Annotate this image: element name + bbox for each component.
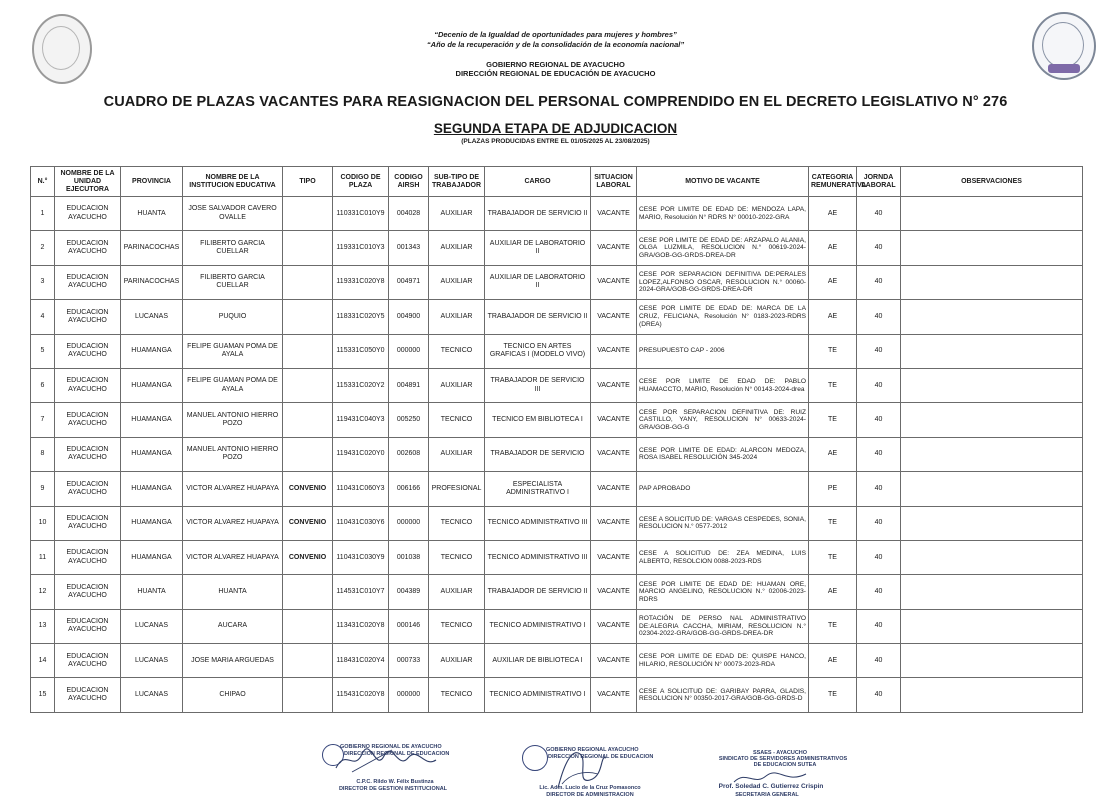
cell-tipo: CONVENIO [283, 540, 333, 574]
date-range-note: (PLAZAS PRODUCIDAS ENTRE EL 01/05/2025 AL 23/08/2025) [461, 138, 650, 145]
header-numero: N.° [31, 167, 55, 197]
cell-observaciones [901, 403, 1083, 437]
header-motivo-vacante: MOTIVO DE VACANTE [637, 167, 809, 197]
sig3-stamp-line-1: SSAES - AYACUCHO [752, 750, 808, 756]
cell-provincia: LUCANAS [121, 300, 183, 334]
cell-sub-tipo: AUXILIAR [429, 265, 485, 299]
table-row [31, 678, 1083, 712]
cell-institucion-educativa: VICTOR ALVAREZ HUAPAYA [183, 540, 283, 574]
table-row [31, 300, 1083, 334]
cell-unidad-ejecutora: EDUCACION AYACUCHO [55, 540, 121, 574]
cell-provincia: HUAMANGA [121, 540, 183, 574]
header-codigo-plaza: CODIGO DE PLAZA [333, 167, 389, 197]
cell-codigo-plaza: 110431C030Y6 [333, 506, 389, 540]
cell-sub-tipo: AUXILIAR [429, 368, 485, 402]
cell-cargo: TECNICO ADMINISTRATIVO III [485, 540, 591, 574]
cell-sub-tipo: TECNICO [429, 678, 485, 712]
cell-motivo-vacante: CESE POR LIMITE DE EDAD DE: PABLO HUAMACCTO, MARIO, Resolución N° 00143-2024-drea [637, 368, 809, 402]
cell-numero: 6 [31, 368, 55, 402]
sig3-stamp-line-2: SINDICATO DE SERVIDORES ADMINISTRATIVOS [718, 756, 848, 762]
cell-codigo-plaza: 118331C020Y5 [333, 300, 389, 334]
cell-codigo-airsh: 004900 [389, 300, 429, 334]
table-row [31, 609, 1083, 643]
cell-tipo [283, 265, 333, 299]
stamp-circle-2 [522, 745, 548, 771]
table-row [31, 265, 1083, 299]
cell-categoria: AE [809, 437, 857, 471]
cell-codigo-plaza: 115331C050Y0 [333, 334, 389, 368]
cell-numero: 10 [31, 506, 55, 540]
cell-codigo-plaza: 118431C020Y4 [333, 644, 389, 678]
cell-sub-tipo: TECNICO [429, 540, 485, 574]
sig1-role: DIRECTOR DE GESTION INSTITUCIONAL [338, 786, 448, 792]
cell-tipo [283, 334, 333, 368]
cell-cargo: TRABAJADOR DE SERVICIO II [485, 300, 591, 334]
header-unidad-ejecutora: NOMBRE DE LA UNIDAD EJECUTORA [55, 167, 121, 197]
cell-jornada: 40 [857, 403, 901, 437]
cell-situacion-laboral: VACANTE [591, 334, 637, 368]
cell-tipo [283, 300, 333, 334]
slogan-line-2: “Año de la recuperación y de la consolidación de la economía nacional” [426, 40, 685, 49]
cell-codigo-plaza: 115431C020Y8 [333, 678, 389, 712]
cell-jornada: 40 [857, 609, 901, 643]
cell-codigo-airsh: 005250 [389, 403, 429, 437]
cell-provincia: HUANTA [121, 197, 183, 231]
cell-codigo-airsh: 000000 [389, 678, 429, 712]
cell-observaciones [901, 437, 1083, 471]
cell-numero: 15 [31, 678, 55, 712]
cell-tipo [283, 437, 333, 471]
cell-motivo-vacante: ROTACIÓN DE PERSO NAL ADMINISTRATIVO DE:ALEGRIA CACCHA, MIRIAM, RESOLUCION N.° 02304-2022-GRA/GOB-GG-GRDS-DREA-DR [637, 609, 809, 643]
cell-institucion-educativa: MANUEL ANTONIO HIERRO POZO [183, 437, 283, 471]
cell-unidad-ejecutora: EDUCACION AYACUCHO [55, 575, 121, 609]
cell-codigo-airsh: 000733 [389, 644, 429, 678]
cell-observaciones [901, 231, 1083, 265]
cell-observaciones [901, 368, 1083, 402]
cell-codigo-airsh: 000000 [389, 506, 429, 540]
cell-sub-tipo: TECNICO [429, 506, 485, 540]
cell-cargo: AUXILIAR DE BIBLIOTECA I [485, 644, 591, 678]
cell-jornada: 40 [857, 644, 901, 678]
sig1-name: C.P.C. Rildo W. Félix Bustinza [356, 779, 434, 785]
header-sub-tipo: SUB-TIPO DE TRABAJADOR [429, 167, 485, 197]
document-title: CUADRO DE PLAZAS VACANTES PARA REASIGNACION DEL PERSONAL COMPRENDIDO EN EL DECRETO LEGISLATIVO N° 276 [103, 94, 1008, 110]
cell-tipo: CONVENIO [283, 472, 333, 506]
header-tipo: TIPO [283, 167, 333, 197]
cell-codigo-plaza: 119431C020Y0 [333, 437, 389, 471]
table-row [31, 334, 1083, 368]
cell-jornada: 40 [857, 265, 901, 299]
slogan-line-1: “Decenio de la Igualdad de oportunidades para mujeres y hombres” [434, 30, 677, 39]
cell-cargo: TECNICO EM BIBLIOTECA I [485, 403, 591, 437]
cell-categoria: AE [809, 300, 857, 334]
cell-provincia: HUANTA [121, 575, 183, 609]
cell-categoria: TE [809, 540, 857, 574]
cell-provincia: LUCANAS [121, 678, 183, 712]
cell-sub-tipo: AUXILIAR [429, 300, 485, 334]
sig2-stamp-line-1: GOBIERNO REGIONAL AYACUCHO [546, 747, 639, 753]
cell-observaciones [901, 334, 1083, 368]
cell-sub-tipo: AUXILIAR [429, 644, 485, 678]
cell-observaciones [901, 300, 1083, 334]
cell-tipo: CONVENIO [283, 506, 333, 540]
table-row [31, 403, 1083, 437]
cell-cargo: AUXILIAR DE LABORATORIO II [485, 231, 591, 265]
cell-categoria: TE [809, 368, 857, 402]
sig2-role: DIRECTOR DE ADMINISTRACION [546, 792, 634, 798]
document-subtitle: SEGUNDA ETAPA DE ADJUDICACION [433, 121, 678, 136]
cell-provincia: HUAMANGA [121, 472, 183, 506]
cell-jornada: 40 [857, 472, 901, 506]
cell-sub-tipo: AUXILIAR [429, 231, 485, 265]
cell-categoria: AE [809, 644, 857, 678]
cell-provincia: HUAMANGA [121, 368, 183, 402]
cell-motivo-vacante: CESE A SOLICITUD DE: VARGAS CESPEDES, SONIA, RESOLUCION N.° 0577-2012 [637, 506, 809, 540]
cell-codigo-plaza: 119431C040Y3 [333, 403, 389, 437]
cell-codigo-airsh: 004891 [389, 368, 429, 402]
cell-institucion-educativa: FILIBERTO GARCIA CUELLAR [183, 231, 283, 265]
gobierno-regional-label: GOBIERNO REGIONAL DE AYACUCHO [486, 60, 625, 69]
cell-situacion-laboral: VACANTE [591, 506, 637, 540]
cell-cargo: TRABAJADOR DE SERVICIO II [485, 197, 591, 231]
cell-tipo [283, 609, 333, 643]
cell-cargo: TRABAJADOR DE SERVICIO III [485, 368, 591, 402]
cell-provincia: HUAMANGA [121, 403, 183, 437]
cell-unidad-ejecutora: EDUCACION AYACUCHO [55, 437, 121, 471]
cell-situacion-laboral: VACANTE [591, 403, 637, 437]
cell-numero: 9 [31, 472, 55, 506]
cell-numero: 8 [31, 437, 55, 471]
cell-motivo-vacante: CESE POR LIMITE DE EDAD DE: ARZAPALO ALANIA, OLGA LUZMILA, RESOLUCION N.° 00619-2024-GRA/GOB-GG-GRDS-DREA-DR [637, 231, 809, 265]
cell-sub-tipo: TECNICO [429, 609, 485, 643]
cell-motivo-vacante: CESE POR SEPARACION DEFINITIVA DE:PERALES LOPEZ,ALFONSO OSCAR, RESOLUCION N.° 00060-2024-GRA/GOB-GG-GRDS-DREA-DR [637, 265, 809, 299]
cell-numero: 1 [31, 197, 55, 231]
cell-codigo-plaza: 115331C020Y2 [333, 368, 389, 402]
cell-unidad-ejecutora: EDUCACION AYACUCHO [55, 368, 121, 402]
cell-motivo-vacante: CESE POR LIMITE DE EDAD DE: HUAMAN ORE, MARCIO ANGELINO, RESOLUCION N.° 02006-2023-RDRS [637, 575, 809, 609]
sig2-name: Lic. Adm. Lucio de la Cruz Pomasonco [539, 785, 641, 791]
header-situacion-laboral: SITUACION LABORAL [591, 167, 637, 197]
cell-tipo [283, 644, 333, 678]
cell-situacion-laboral: VACANTE [591, 609, 637, 643]
cell-provincia: HUAMANGA [121, 437, 183, 471]
cell-observaciones [901, 609, 1083, 643]
cell-tipo [283, 231, 333, 265]
cell-unidad-ejecutora: EDUCACION AYACUCHO [55, 334, 121, 368]
cell-codigo-plaza: 113431C020Y8 [333, 609, 389, 643]
cell-observaciones [901, 197, 1083, 231]
cell-observaciones [901, 644, 1083, 678]
cell-cargo: TECNICO ADMINISTRATIVO I [485, 609, 591, 643]
cell-categoria: AE [809, 575, 857, 609]
cell-motivo-vacante: CESE POR LIMITE DE EDAD: ALARCON MEDOZA, ROSA ISABEL RESOLUCIÓN 345-2024 [637, 437, 809, 471]
cell-provincia: LUCANAS [121, 609, 183, 643]
cell-provincia: LUCANAS [121, 644, 183, 678]
cell-institucion-educativa: FILIBERTO GARCIA CUELLAR [183, 265, 283, 299]
cell-institucion-educativa: CHIPAO [183, 678, 283, 712]
cell-motivo-vacante: PAP APROBADO [637, 472, 809, 506]
table-row [31, 644, 1083, 678]
cell-unidad-ejecutora: EDUCACION AYACUCHO [55, 506, 121, 540]
cell-unidad-ejecutora: EDUCACION AYACUCHO [55, 472, 121, 506]
cell-cargo: TRABAJADOR DE SERVICIO II [485, 575, 591, 609]
cell-sub-tipo: AUXILIAR [429, 575, 485, 609]
cell-cargo: TECNICO ADMINISTRATIVO III [485, 506, 591, 540]
cell-tipo [283, 575, 333, 609]
cell-numero: 2 [31, 231, 55, 265]
cell-numero: 11 [31, 540, 55, 574]
cell-jornada: 40 [857, 197, 901, 231]
cell-numero: 12 [31, 575, 55, 609]
cell-jornada: 40 [857, 300, 901, 334]
cell-situacion-laboral: VACANTE [591, 678, 637, 712]
cell-cargo: TECNICO EN ARTES GRAFICAS I (MODELO VIVO) [485, 334, 591, 368]
cell-categoria: AE [809, 231, 857, 265]
cell-unidad-ejecutora: EDUCACION AYACUCHO [55, 197, 121, 231]
cell-motivo-vacante: CESE POR LIMITE DE EDAD DE: MENDOZA LAPA, MARIO, Resolución N° RDRS N° 00010-2022-GRA [637, 197, 809, 231]
cell-institucion-educativa: FELIPE GUAMAN POMA DE AYALA [183, 334, 283, 368]
cell-tipo [283, 368, 333, 402]
cell-situacion-laboral: VACANTE [591, 472, 637, 506]
cell-categoria: PE [809, 472, 857, 506]
cell-codigo-airsh: 000146 [389, 609, 429, 643]
sig3-stamp-line-3: DE EDUCACION SUTEA [753, 762, 817, 768]
cell-categoria: AE [809, 265, 857, 299]
table-row [31, 231, 1083, 265]
cell-motivo-vacante: PRESUPUESTO CAP - 2006 [637, 334, 809, 368]
cell-categoria: TE [809, 403, 857, 437]
cell-codigo-airsh: 004389 [389, 575, 429, 609]
sig3-name: Prof. Soledad C. Gutierrez Crispin [718, 783, 824, 790]
cell-codigo-plaza: 114531C010Y7 [333, 575, 389, 609]
cell-unidad-ejecutora: EDUCACION AYACUCHO [55, 231, 121, 265]
cell-provincia: HUAMANGA [121, 506, 183, 540]
table-row [31, 472, 1083, 506]
table-row [31, 575, 1083, 609]
cell-provincia: HUAMANGA [121, 334, 183, 368]
cell-institucion-educativa: VICTOR ALVAREZ HUAPAYA [183, 472, 283, 506]
cell-jornada: 40 [857, 540, 901, 574]
cell-numero: 5 [31, 334, 55, 368]
cell-codigo-airsh: 002608 [389, 437, 429, 471]
cell-tipo [283, 197, 333, 231]
sig3-role: SECRETARIA GENERAL [735, 792, 799, 798]
cell-sub-tipo: AUXILIAR [429, 437, 485, 471]
header-provincia: PROVINCIA [121, 167, 183, 197]
cell-motivo-vacante: CESE POR SEPARACION DEFINITIVA DE: RUIZ CASTILLO, YANY, RESOLUCION N° 00633-2024-GRA/GOB-GG-G [637, 403, 809, 437]
cell-unidad-ejecutora: EDUCACION AYACUCHO [55, 644, 121, 678]
cell-codigo-plaza: 119331C010Y3 [333, 231, 389, 265]
cell-unidad-ejecutora: EDUCACION AYACUCHO [55, 609, 121, 643]
cell-cargo: ESPECIALISTA ADMINISTRATIVO I [485, 472, 591, 506]
cell-situacion-laboral: VACANTE [591, 644, 637, 678]
cell-categoria: TE [809, 334, 857, 368]
table-row [31, 368, 1083, 402]
cell-institucion-educativa: PUQUIO [183, 300, 283, 334]
cell-jornada: 40 [857, 437, 901, 471]
cell-unidad-ejecutora: EDUCACION AYACUCHO [55, 265, 121, 299]
cell-institucion-educativa: MANUEL ANTONIO HIERRO POZO [183, 403, 283, 437]
cell-provincia: PARINACOCHAS [121, 265, 183, 299]
table-header-row [31, 167, 1083, 197]
cell-codigo-airsh: 000000 [389, 334, 429, 368]
header-cargo: CARGO [485, 167, 591, 197]
cell-tipo [283, 403, 333, 437]
cell-situacion-laboral: VACANTE [591, 437, 637, 471]
cell-institucion-educativa: JOSE SALVADOR CAVERO OVALLE [183, 197, 283, 231]
cell-numero: 7 [31, 403, 55, 437]
cell-jornada: 40 [857, 231, 901, 265]
cell-numero: 3 [31, 265, 55, 299]
cell-observaciones [901, 506, 1083, 540]
cell-unidad-ejecutora: EDUCACION AYACUCHO [55, 403, 121, 437]
cell-observaciones [901, 540, 1083, 574]
cell-categoria: AE [809, 197, 857, 231]
vacancies-table [30, 166, 1083, 713]
table-row [31, 506, 1083, 540]
cell-provincia: PARINACOCHAS [121, 231, 183, 265]
cell-motivo-vacante: CESE A SOLICITUD DE: ZEA MEDINA, LUIS ALBERTO, RESOLCION 0088-2023-RDS [637, 540, 809, 574]
cell-situacion-laboral: VACANTE [591, 265, 637, 299]
cell-unidad-ejecutora: EDUCACION AYACUCHO [55, 300, 121, 334]
table-row [31, 437, 1083, 471]
header-observaciones: OBSERVACIONES [901, 167, 1083, 197]
direccion-regional-label: DIRECCIÓN REGIONAL DE EDUCACIÓN DE AYACUCHO [455, 69, 656, 78]
cell-institucion-educativa: HUANTA [183, 575, 283, 609]
cell-categoria: TE [809, 678, 857, 712]
cell-institucion-educativa: VICTOR ALVAREZ HUAPAYA [183, 506, 283, 540]
cell-motivo-vacante: CESE POR LIMITE DE EDAD DE: QUISPE HANCO, HILARIO, RESOLUCIÓN N° 00073-2023-RDA [637, 644, 809, 678]
cell-situacion-laboral: VACANTE [591, 540, 637, 574]
cell-codigo-plaza: 110431C060Y3 [333, 472, 389, 506]
cell-codigo-airsh: 004971 [389, 265, 429, 299]
cell-jornada: 40 [857, 506, 901, 540]
cell-tipo [283, 678, 333, 712]
cell-cargo: AUXILIAR DE LABORATORIO II [485, 265, 591, 299]
cell-numero: 4 [31, 300, 55, 334]
cell-codigo-airsh: 001343 [389, 231, 429, 265]
cell-codigo-airsh: 006166 [389, 472, 429, 506]
cell-institucion-educativa: AUCARA [183, 609, 283, 643]
cell-numero: 13 [31, 609, 55, 643]
cell-codigo-plaza: 110331C010Y9 [333, 197, 389, 231]
cell-observaciones [901, 575, 1083, 609]
table-row [31, 197, 1083, 231]
table-row [31, 540, 1083, 574]
cell-cargo: TECNICO ADMINISTRATIVO I [485, 678, 591, 712]
cell-sub-tipo: TECNICO [429, 403, 485, 437]
cell-situacion-laboral: VACANTE [591, 575, 637, 609]
cell-categoria: TE [809, 609, 857, 643]
cell-sub-tipo: AUXILIAR [429, 197, 485, 231]
cell-motivo-vacante: CESE POR LIMITE DE EDAD DE: MARCA DE LA CRUZ, FELICIANA, Resolución N° 0183-2023-RDRS (DREA) [637, 300, 809, 334]
cell-institucion-educativa: FELIPE GUAMAN POMA DE AYALA [183, 368, 283, 402]
cell-cargo: TRABAJADOR DE SERVICIO [485, 437, 591, 471]
cell-situacion-laboral: VACANTE [591, 368, 637, 402]
cell-observaciones [901, 265, 1083, 299]
cell-situacion-laboral: VACANTE [591, 197, 637, 231]
cell-observaciones [901, 472, 1083, 506]
header-codigo-airsh: CODIGO AIRSH [389, 167, 429, 197]
cell-codigo-plaza: 110431C030Y9 [333, 540, 389, 574]
sig2-stamp-line-2: DIRECCION REGIONAL DE EDUCACION [548, 754, 654, 760]
cell-numero: 14 [31, 644, 55, 678]
cell-jornada: 40 [857, 678, 901, 712]
sig1-stamp-line-2: DIRECCION REGIONAL DE EDUCACION [344, 751, 450, 757]
table-body [31, 197, 1083, 713]
cell-sub-tipo: TECNICO [429, 334, 485, 368]
sig1-stamp-line-1: GOBIERNO REGIONAL DE AYACUCHO [340, 744, 442, 750]
cell-situacion-laboral: VACANTE [591, 231, 637, 265]
cell-motivo-vacante: CESE A SOLICITUD DE: GARIBAY PARRA, GLADIS, RESOLUCION N° 00350-2017-GRA/GOB-GG-GRDS-D [637, 678, 809, 712]
cell-jornada: 40 [857, 575, 901, 609]
cell-codigo-airsh: 004028 [389, 197, 429, 231]
cell-institucion-educativa: JOSE MARIA ARGUEDAS [183, 644, 283, 678]
cell-jornada: 40 [857, 334, 901, 368]
cell-sub-tipo: PROFESIONAL [429, 472, 485, 506]
cell-codigo-airsh: 001038 [389, 540, 429, 574]
cell-situacion-laboral: VACANTE [591, 300, 637, 334]
header-institucion-educativa: NOMBRE DE LA INSTITUCION EDUCATIVA [183, 167, 283, 197]
cell-observaciones [901, 678, 1083, 712]
cell-categoria: TE [809, 506, 857, 540]
header-categoria: CATEGORIA REMUNERATIVA [809, 167, 857, 197]
cell-codigo-plaza: 119331C020Y8 [333, 265, 389, 299]
header-jornada: JORNDA LABORAL [857, 167, 901, 197]
cell-jornada: 40 [857, 368, 901, 402]
cell-unidad-ejecutora: EDUCACION AYACUCHO [55, 678, 121, 712]
